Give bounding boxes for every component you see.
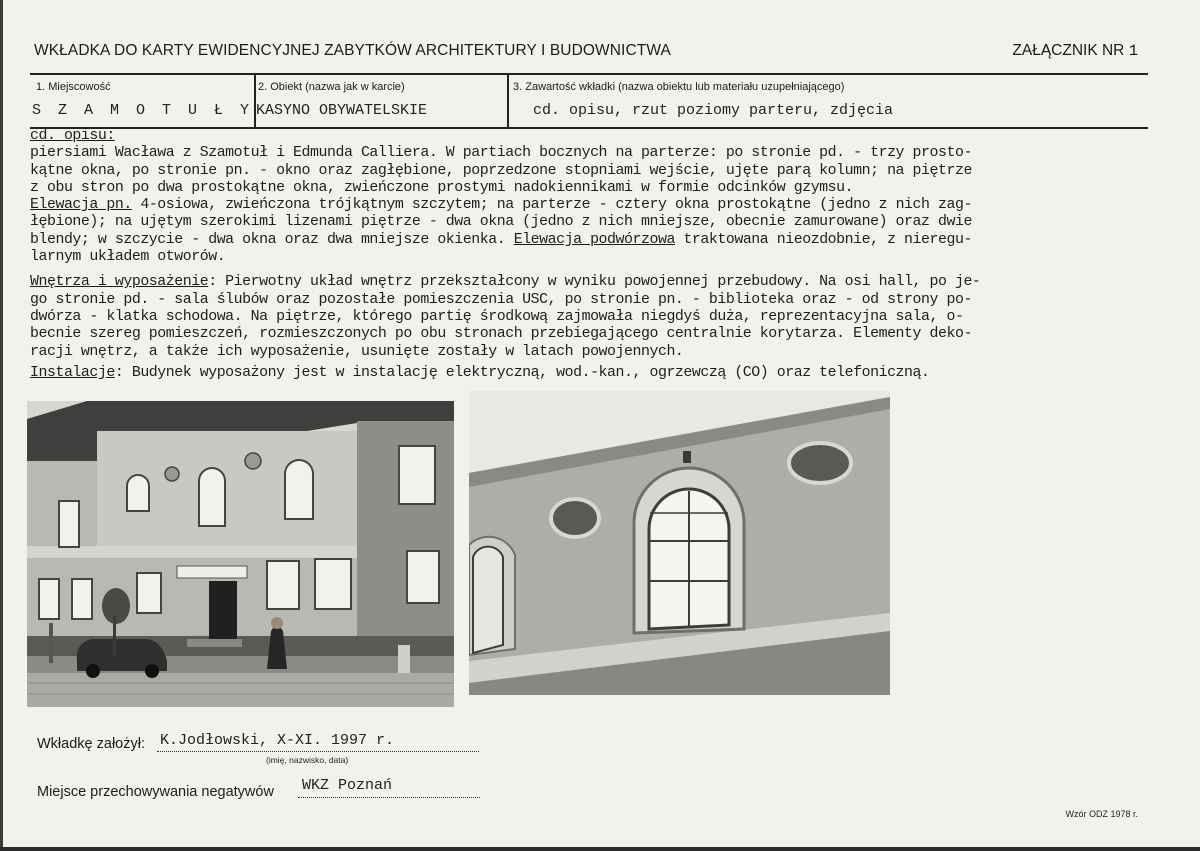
founded-value: K.Jodłowski, X-XI. 1997 r. [160,732,395,749]
field-label-object: 2. Obiekt (nazwa jak w karcie) [258,81,405,93]
document-title: WKŁADKA DO KARTY EWIDENCYJNEJ ZABYTKÓW ARCHITEKTURY I BUDOWNICTWA [34,42,671,59]
photo-street-facade-icon [27,401,454,707]
photo-facade-window-icon [469,391,890,695]
annex-label [1012,42,1138,60]
header-divider-top [30,73,1148,75]
annex-number: 1 [1128,42,1138,60]
field-value-locality: S Z A M O T U Ł Y [32,102,254,119]
founded-dotted-line [157,751,479,752]
north-elevation-text: blendy; w szczycie - dwa okna oraz dwa mniejsze okienka. [30,231,514,248]
annex-label-text: ZAŁĄCZNIK NR [1012,42,1125,59]
interiors-text: dwórza - klatka schodowa. Na piętrze, którego partię środkową zajmowała niegdyś duża, reprezentacyjna sala, o- [30,308,964,325]
scan-edge-left [0,0,3,851]
interiors-text: go stronie pd. - sala ślubów oraz pozostałe pomieszczenia USC, po stronie pn. - biblioteka oraz - od strony po- [30,291,972,308]
form-mark: Wzór ODZ 1978 r. [1065,809,1138,819]
north-elevation-text: łębione); na ujętym szerokimi lizenami piętrze - dwa okna (jedno z nich mniejsze, obecnie zamurowane) oraz dwie [30,214,972,231]
photo-street-facade [27,401,454,707]
facade-line: z obu stron po dwa prostokątne okna, zwieńczone prostymi nadokiennikami w formie odcinków gzymsu. [30,179,854,196]
north-elevation-text: 4-osiowa, zwieńczona trójkątnym szczytem; na parterze - cztery okna prostokątne (jedno z nich zag- [131,197,972,214]
interiors-label: Wnętrza i wyposażenie [30,274,209,291]
negatives-label: Miejsce przechowywania negatywów [37,784,274,800]
interiors-text: racji wnętrz, a także ich wyposażenie, usunięte zostały w latach powojennych. [30,343,684,360]
field-label-contents: 3. Zawartość wkładki (nazwa obiektu lub materiału uzupełniającego) [513,81,845,93]
facade-line: kątne okna, po stronie pn. - okno oraz zagłębione, poprzedzone stopniami wejście, ujęte parą kolumn; na piętrze [30,162,972,179]
field-divider-2 [507,75,509,127]
courtyard-elevation-label: Elewacja podwórzowa [513,231,675,248]
installations-label: Instalacje [30,364,115,381]
north-elevation-label: Elewacja pn. [30,197,132,214]
field-label-locality: 1. Miejscowość [36,81,111,93]
courtyard-elevation-text: larnym układem otworów. [30,249,226,266]
interiors-text: becnie szereg pomieszczeń, rozmieszczonych po obu stronach przebiegającego centralnie korytarza. Elementy deko- [30,326,972,343]
negatives-value: WKZ Poznań [302,777,393,794]
founded-label: Wkładkę założył: [37,736,145,752]
field-value-contents: cd. opisu, rzut poziomy parteru, zdjęcia [533,102,894,119]
description-body [30,128,1154,382]
negatives-dotted-line [298,797,480,798]
photo-facade-window-detail [469,391,890,695]
field-value-object: KASYNO OBYWATELSKIE [256,102,428,119]
field-divider-1 [254,75,256,127]
courtyard-elevation-text: traktowana nieozdobnie, z nieregu- [674,231,972,248]
interiors-text: : Pierwotny układ wnętrz przekształcony w wyniku powojennej przebudowy. Na osi hall, po je- [208,274,981,291]
description-heading: cd. opisu: [30,128,115,144]
facade-line: piersiami Wacława z Szamotuł i Edmunda Calliera. W partiach bocznych na parterze: po stronie pd. - trzy prosto- [30,145,972,162]
founded-hint: (imię, nazwisko, data) [266,755,349,765]
installations-text: : Budynek wyposażony jest w instalację elektryczną, wod.-kan., ogrzewczą (CO) oraz telefoniczną. [114,364,930,381]
scan-edge-bottom [0,847,1200,851]
